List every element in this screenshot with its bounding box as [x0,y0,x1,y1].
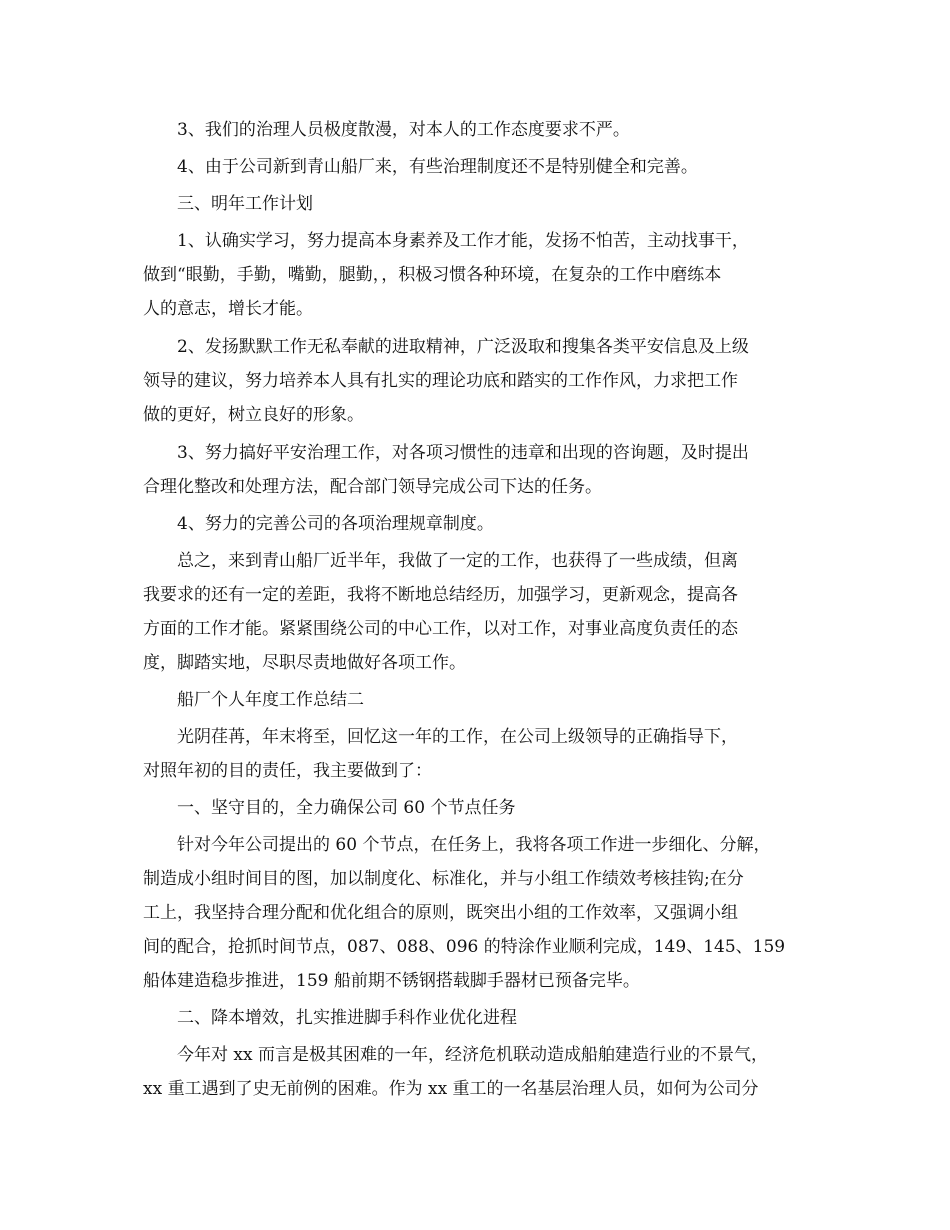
text-line: 4、努力的完善公司的各项治理规章制度。 [177,514,494,534]
text-line: 4、由于公司新到青山船厂来，有些治理制度还不是特别健全和完善。 [177,157,698,177]
section-heading: 船厂个人年度工作总结二 [177,690,364,710]
text-line: 3、我们的治理人员极度散漫，对本人的工作态度要求不严。 [177,120,630,140]
text-line: 间的配合，抢抓时间节点，087、088、096 的特涂作业顺利完成，149、145、159 [143,937,786,957]
text-line: 做到“眼勤，手勤，嘴勤，腿勤，，积极习惯各种环境，在复杂的工作中磨练本 [143,265,722,285]
text-line: 今年对 xx 而言是极其困难的一年，经济危机联动造成船舶建造行业的不景气， [177,1045,768,1065]
text-line: 总之，来到青山船厂近半年，我做了一定的工作，也获得了一些成绩，但离 [177,551,738,571]
text-line: 船体建造稳步推进，159 船前期不锈钢搭载脚手器材已预备完毕。 [143,971,640,991]
text-line: 2、发扬默默工作无私奉献的进取精神，广泛汲取和搜集各类平安信息及上级 [177,337,749,357]
text-line: 方面的工作才能。紧紧围绕公司的中心工作，以对工作，对事业高度负责任的态 [143,619,738,639]
text-line: 领导的建议，努力培养本人具有扎实的理论功底和踏实的工作作风，力求把工作 [143,371,738,391]
section-heading: 二、降本增效，扎实推进脚手科作业优化进程 [177,1008,517,1028]
text-line: 对照年初的目的责任，我主要做到了： [143,761,432,781]
text-line: 人的意志，增长才能。 [143,299,313,319]
text-line: 工上，我坚持合理分配和优化组合的原则，既突出小组的工作效率，又强调小组 [143,903,738,923]
text-line: 1、认确实学习，努力提高本身素养及工作才能，发扬不怕苦，主动找事干， [177,231,749,251]
text-line: xx 重工遇到了史无前例的困难。作为 xx 重工的一名基层治理人员，如何为公司分 [143,1079,759,1099]
text-line: 做的更好，树立良好的形象。 [143,405,364,425]
section-heading: 三、明年工作计划 [177,194,313,214]
text-line: 合理化整改和处理方法，配合部门领导完成公司下达的任务。 [143,477,602,497]
text-line: 针对今年公司提出的 60 个节点，在任务上，我将各项工作进一步细化、分解， [177,835,771,855]
section-heading: 一、坚守目的，全力确保公司 60 个节点任务 [177,798,516,818]
text-line: 制造成小组时间目的图，加以制度化、标准化，并与小组工作绩效考核挂钩;在分 [143,869,744,889]
text-line: 度，脚踏实地，尽职尽责地做好各项工作。 [143,653,466,673]
text-line: 光阴荏苒，年末将至，回忆这一年的工作，在公司上级领导的正确指导下， [177,727,738,747]
text-line: 我要求的还有一定的差距，我将不断地总结经历，加强学习，更新观念，提高各 [143,585,738,605]
text-line: 3、努力搞好平安治理工作，对各项习惯性的违章和出现的咨询题，及时提出 [177,443,749,463]
